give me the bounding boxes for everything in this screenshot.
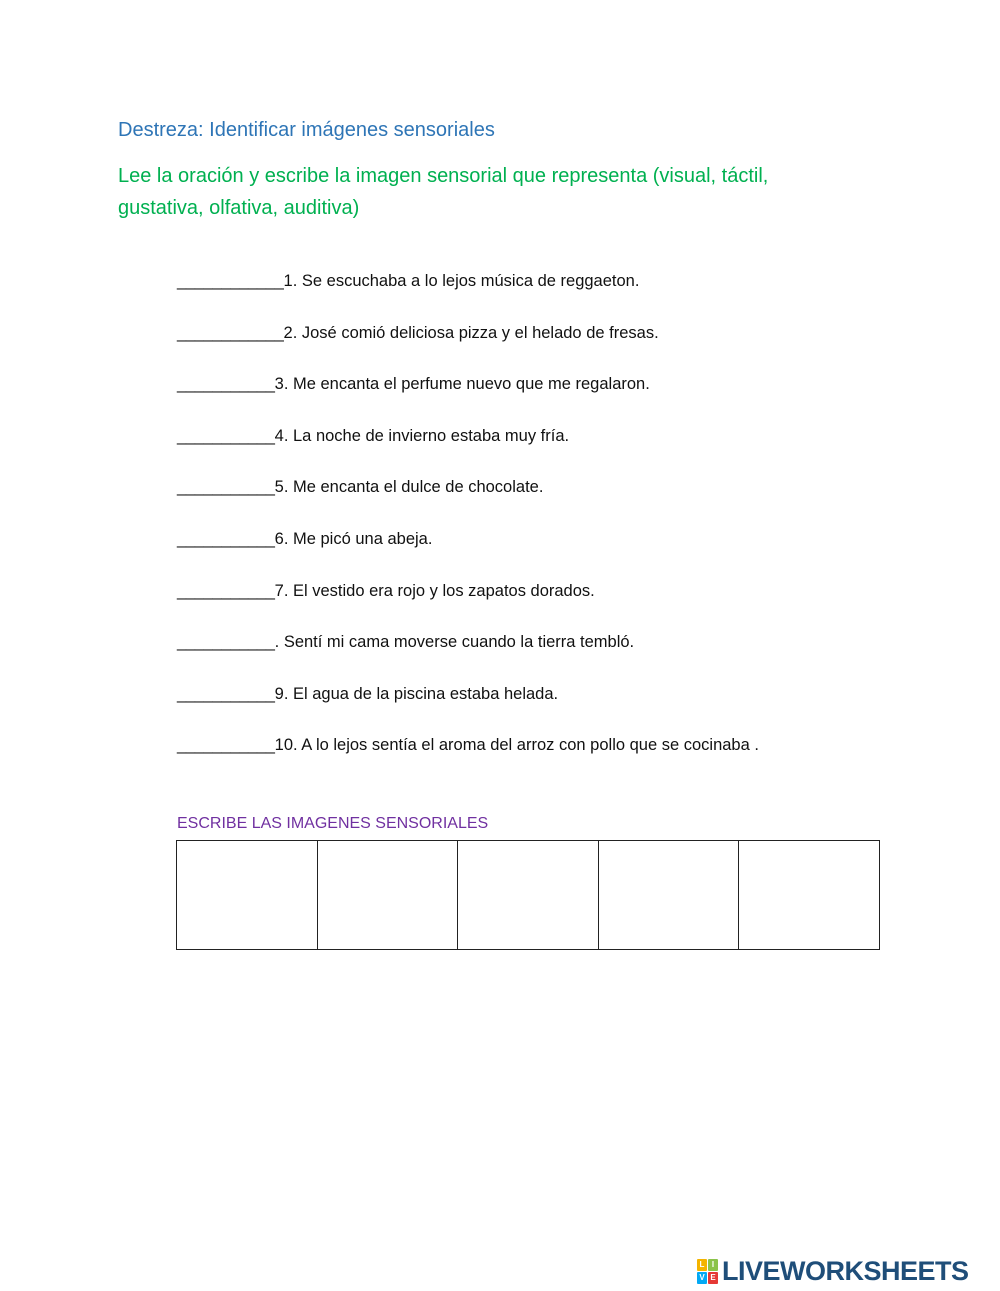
answer-blank-9[interactable]: ___________ (177, 684, 275, 703)
sentence-item-7 (177, 582, 759, 634)
answer-blank-2[interactable]: ____________ (177, 323, 284, 342)
answer-cell-4[interactable] (598, 841, 739, 950)
answer-blank-7[interactable]: ___________ (177, 581, 275, 600)
answer-cell-5[interactable] (739, 841, 880, 950)
liveworksheets-logo (697, 1254, 969, 1288)
sentence-text-2: 2. José comió deliciosa pizza y el helado de fresas. (283, 323, 659, 342)
answer-blank-1[interactable]: ____________ (177, 272, 284, 290)
answer-cell-2[interactable] (317, 841, 458, 950)
answer-cell-3[interactable] (458, 841, 599, 950)
answer-table (176, 840, 880, 950)
sentence-list (177, 272, 759, 788)
sentence-text-5: 5. Me encanta el dulce de chocolate. (274, 478, 544, 497)
answer-cell-1[interactable] (177, 841, 318, 950)
sentence-text-1: 1. Se escuchaba a lo lejos música de reggaeton. (283, 272, 640, 290)
table-title: ESCRIBE LAS IMAGENES SENSORIALES (177, 815, 489, 832)
sentence-text-6: 6. Me picó una abeja. (274, 529, 433, 548)
answer-blank-6[interactable]: ___________ (177, 529, 275, 548)
sentence-item-2 (177, 324, 759, 376)
skill-heading: Destreza: Identificar imágenes sensoriales (118, 119, 495, 141)
sentence-item-8 (177, 633, 759, 685)
sentence-item-3 (177, 375, 759, 427)
logo-block-i: I (708, 1259, 718, 1271)
answer-table-row (177, 841, 880, 950)
sentence-item-5 (177, 478, 759, 530)
answer-blank-8[interactable]: ___________ (177, 633, 275, 652)
logo-text: LIVEWORKSHEETS (722, 1255, 969, 1286)
sentence-item-1 (177, 272, 759, 324)
sentence-text-10: 10. A lo lejos sentía el aroma del arroz con pollo que se cocinaba . (274, 736, 759, 755)
sentence-item-4 (177, 427, 759, 479)
answer-blank-4[interactable]: ___________ (177, 426, 275, 445)
sentence-text-8: . Sentí mi cama moverse cuando la tierra tembló. (274, 633, 635, 652)
sentence-text-9: 9. El agua de la piscina estaba helada. (274, 684, 559, 703)
sentence-item-10 (177, 736, 759, 788)
answer-blank-3[interactable]: ___________ (177, 375, 275, 394)
answer-blank-5[interactable]: ___________ (177, 478, 275, 497)
sentence-text-7: 7. El vestido era rojo y los zapatos dorados. (274, 581, 595, 600)
sentence-item-9 (177, 685, 759, 737)
sentence-text-3: 3. Me encanta el perfume nuevo que me regalaron. (274, 375, 650, 394)
logo-block-v: V (697, 1272, 707, 1284)
sentence-text-4: 4. La noche de invierno estaba muy fría. (274, 426, 570, 445)
sentence-item-6 (177, 530, 759, 582)
answer-blank-10[interactable]: ___________ (177, 736, 275, 755)
logo-block-l: L (697, 1259, 707, 1271)
logo-blocks-icon (697, 1259, 718, 1284)
instructions: Lee la oración y escribe la imagen sensorial que representa (visual, táctil, gustativa, olfativa, auditiva) (118, 165, 769, 219)
logo-block-e: E (708, 1272, 718, 1284)
